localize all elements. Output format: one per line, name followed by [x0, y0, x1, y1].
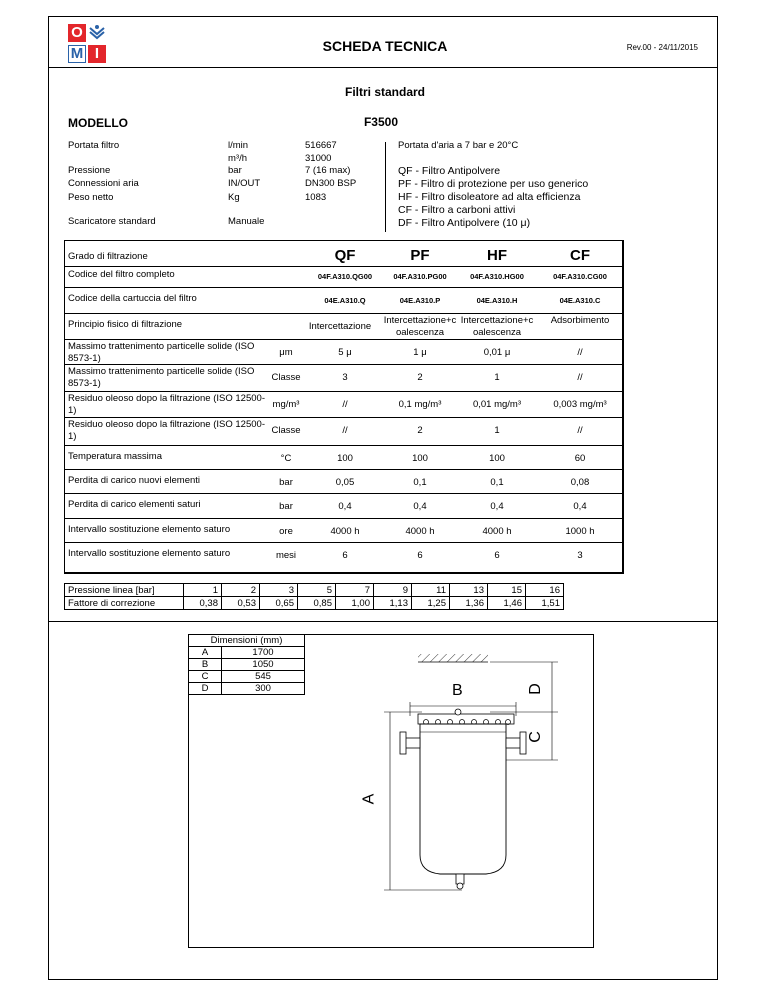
- row-label: Intervallo sostituzione elemento saturo: [68, 524, 231, 535]
- drawing-label-c: C: [526, 731, 544, 743]
- row-value: //: [342, 399, 348, 410]
- factor-cell: 0,85: [298, 597, 336, 610]
- logo-letter-m: M: [68, 45, 86, 63]
- pressure-cell: 2: [222, 584, 260, 597]
- legend-df: DF - Filtro Antipolvere (10 μ): [398, 217, 531, 229]
- row-label: Massimo trattenimento particelle solide (ISO 8573-1): [68, 366, 255, 389]
- table-row-divider: [64, 391, 624, 392]
- row-value: 0,01 mg/m³: [472, 399, 522, 410]
- table-row-divider: [64, 445, 624, 446]
- row-value: 1000 h: [565, 526, 595, 537]
- row-unit: mesi: [275, 550, 297, 561]
- row-value: 5 μ: [338, 347, 352, 358]
- row-value: 1: [494, 372, 500, 383]
- model-label: MODELLO: [68, 116, 128, 130]
- row-value: 0,01 μ: [483, 347, 511, 358]
- factor-cell: 0,53: [222, 597, 260, 610]
- table-row-divider: [64, 364, 624, 365]
- pressure-cell: 7: [336, 584, 374, 597]
- dim-value: 1050: [222, 659, 305, 671]
- row-unit: mg/m³: [272, 399, 300, 410]
- row-value: 4000 h: [405, 526, 435, 537]
- row-label: Codice della cartuccia del filtro: [68, 293, 197, 304]
- pressure-cell: 1: [184, 584, 222, 597]
- row-value: //: [577, 347, 583, 358]
- legend-cf: CF - Filtro a carboni attivi: [398, 204, 516, 216]
- pressure-cell: 3: [260, 584, 298, 597]
- spec-value-connections: DN300 BSP: [305, 178, 357, 189]
- row-value: 100: [337, 453, 353, 464]
- row-value: 1: [494, 425, 500, 436]
- factor-cell: 1,13: [374, 597, 412, 610]
- logo-letter-o: O: [68, 24, 86, 42]
- row-value: 100: [489, 453, 505, 464]
- product-subtitle: Filtri standard: [344, 85, 425, 99]
- dimensions-table: [189, 635, 305, 695]
- factor-cell: 0,65: [260, 597, 298, 610]
- row-label: Perdita di carico elementi saturi: [68, 499, 201, 510]
- sheet-title: SCHEDA TECNICA: [322, 38, 448, 54]
- dim-value: 545: [222, 671, 305, 683]
- factor-cell: 0,38: [184, 597, 222, 610]
- spec-unit-lmin: l/min: [228, 140, 249, 151]
- row-value: 60: [574, 453, 586, 464]
- pressure-cell: 15: [488, 584, 526, 597]
- specs-divider: [385, 142, 386, 232]
- row-label: Temperatura massima: [68, 451, 162, 462]
- correction-row1-label: Pressione linea [bar]: [65, 584, 184, 597]
- grade-qf: QF: [334, 247, 356, 264]
- table-row-divider: [64, 493, 624, 494]
- row-unit: bar: [279, 477, 293, 488]
- table-row-divider: [64, 339, 624, 340]
- factor-cell: 1,46: [488, 597, 526, 610]
- spec-label-weight: Peso netto: [68, 192, 114, 203]
- row-value: 04E.A310.H: [476, 296, 518, 305]
- dim-letter: D: [189, 683, 222, 695]
- omi-logo: [68, 24, 108, 66]
- row-value: 0,1: [490, 477, 504, 488]
- row-unit: Classe: [271, 372, 301, 383]
- model-value: F3500: [363, 115, 398, 129]
- spec-label-drain: Scaricatore standard: [68, 216, 156, 227]
- factor-cell: 1,25: [412, 597, 450, 610]
- row-unit: μm: [279, 347, 293, 358]
- dim-letter: C: [189, 671, 222, 683]
- row-value: 3: [577, 550, 583, 561]
- grade-hf: HF: [487, 247, 507, 264]
- spec-value-weight: 1083: [305, 192, 327, 203]
- factor-cell: 1,00: [336, 597, 374, 610]
- row-value: 0,003 mg/m³: [553, 399, 607, 410]
- revision-label: Rev.00 - 24/11/2015: [626, 43, 698, 52]
- row-value: 100: [412, 453, 428, 464]
- spec-value-flow: 516667: [305, 140, 337, 151]
- header-divider: [48, 67, 718, 68]
- row-label: Intervallo sostituzione elemento saturo: [68, 548, 231, 559]
- pressure-cell: 13: [450, 584, 488, 597]
- spec-label-pressure: Pressione: [68, 165, 111, 176]
- row-value: 6: [494, 550, 500, 561]
- logo-letter-i: I: [88, 45, 106, 63]
- row-value: 2: [417, 372, 423, 383]
- row-label: Residuo oleoso dopo la filtrazione (ISO 12500-1): [68, 419, 265, 442]
- row-label: Principio fisico di filtrazione: [68, 319, 183, 330]
- dim-value: 300: [222, 683, 305, 695]
- row-value: 0,08: [570, 477, 590, 488]
- row-unit: ore: [279, 526, 293, 537]
- row-label: Perdita di carico nuovi elementi: [68, 475, 201, 486]
- spec-unit-inout: IN/OUT: [228, 178, 261, 189]
- row-unit: °C: [280, 453, 292, 464]
- legend-pf: PF - Filtro di protezione per uso generico: [398, 178, 589, 190]
- spec-value-flow-m3h: 31000: [305, 153, 332, 164]
- table-row-divider: [64, 469, 624, 470]
- factor-cell: 1,36: [450, 597, 488, 610]
- row-label: Codice del filtro completo: [68, 269, 175, 280]
- table-row-divider: [64, 542, 624, 543]
- correction-row2-label: Fattore di correzione: [65, 597, 184, 610]
- spec-unit-m3h: m³/h: [228, 153, 247, 164]
- row-label: Residuo oleoso dopo la filtrazione (ISO 12500-1): [68, 393, 265, 416]
- section-divider: [48, 621, 718, 622]
- row-value: //: [577, 425, 583, 436]
- table-row-divider: [64, 287, 624, 288]
- table-row-divider: [64, 518, 624, 519]
- table-row-divider: [64, 313, 624, 314]
- row-unit: Intercettazione: [308, 321, 372, 332]
- correction-table: [64, 583, 564, 610]
- row-unit: Classe: [271, 425, 301, 436]
- row-value: //: [577, 372, 583, 383]
- grade-label: Grado di filtrazione: [68, 251, 148, 262]
- row-value: 4000 h: [482, 526, 512, 537]
- drawing-label-d: D: [526, 683, 544, 695]
- legend-qf: QF - Filtro Antipolvere: [398, 165, 501, 177]
- pressure-cell: 11: [412, 584, 450, 597]
- legend-hf: HF - Filtro disoleatore ad alta efficienza: [398, 191, 581, 203]
- row-value: 0,4: [490, 501, 504, 512]
- spec-label-flow: Portata filtro: [68, 140, 120, 151]
- row-value: //: [342, 425, 348, 436]
- pressure-cell: 16: [526, 584, 564, 597]
- row-value: 1 μ: [413, 347, 427, 358]
- logo-emblem-icon: [88, 24, 106, 42]
- row-value: 04F.A310.HG00: [470, 272, 524, 281]
- row-value: 0,05: [335, 477, 355, 488]
- spec-unit-bar: bar: [228, 165, 242, 176]
- row-value: 2: [417, 425, 423, 436]
- row-value: 0,4: [413, 501, 427, 512]
- dim-value: 1700: [222, 647, 305, 659]
- factor-cell: 1,51: [526, 597, 564, 610]
- pressure-cell: 5: [298, 584, 336, 597]
- correction-factor-row: [65, 597, 564, 610]
- row-value: 04F.A310.PG00: [393, 272, 447, 281]
- row-value: 0,1: [413, 477, 427, 488]
- dimensions-title: Dimensioni (mm): [189, 635, 305, 647]
- grade-cf: CF: [570, 247, 590, 264]
- spec-value-pressure: 7 (16 max): [305, 165, 351, 176]
- row-value: 4000 h: [330, 526, 360, 537]
- spec-label-connections: Connessioni aria: [68, 178, 139, 189]
- row-value: 04F.A310.CG00: [553, 272, 607, 281]
- row-value: 04E.A310.C: [559, 296, 601, 305]
- row-value: Adsorbimento: [550, 315, 610, 326]
- table-row-divider: [64, 266, 624, 267]
- row-value: 04F.A310.QG00: [317, 272, 373, 281]
- row-value: 3: [342, 372, 348, 383]
- row-value: 6: [417, 550, 423, 561]
- row-value: 0,4: [573, 501, 587, 512]
- row-label: Massimo trattenimento particelle solide (ISO 8573-1): [68, 341, 255, 364]
- row-value: 6: [342, 550, 348, 561]
- row-value: 0,4: [338, 501, 352, 512]
- flow-note: Portata d'aria a 7 bar e 20°C: [398, 140, 519, 151]
- table-row-divider: [64, 417, 624, 418]
- pressure-cell: 9: [374, 584, 412, 597]
- row-value: 04E.A310.P: [399, 296, 441, 305]
- spec-unit-drain: Manuale: [228, 216, 265, 227]
- row-value: 0,1 mg/m³: [398, 399, 442, 410]
- row-value: Intercettazione+c oalescenza: [460, 315, 534, 338]
- dim-letter: A: [189, 647, 222, 659]
- grade-pf: PF: [410, 247, 430, 264]
- row-value: 04E.A310.Q: [324, 296, 366, 305]
- correction-pressure-row: [65, 584, 564, 597]
- row-value: Intercettazione+c oalescenza: [383, 315, 457, 338]
- dim-letter: B: [189, 659, 222, 671]
- drawing-label-b: B: [452, 682, 463, 699]
- spec-unit-kg: Kg: [228, 192, 240, 203]
- row-unit: bar: [279, 501, 293, 512]
- drawing-label-a: A: [360, 793, 378, 805]
